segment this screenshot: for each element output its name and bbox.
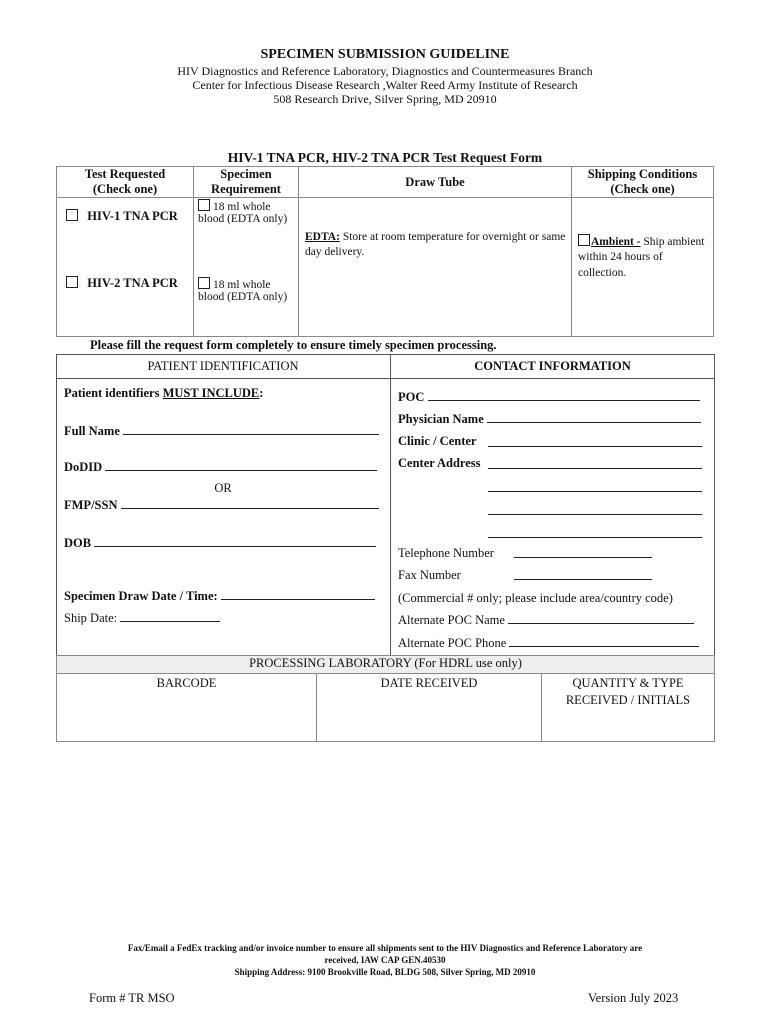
dodid-field[interactable] xyxy=(105,470,377,471)
poc-label: POC xyxy=(398,390,425,404)
poc-row xyxy=(398,390,700,405)
address-field-1[interactable] xyxy=(488,468,702,469)
quantity-label-a: QUANTITY & TYPE xyxy=(572,676,684,690)
page-title: SPECIMEN SUBMISSION GUIDELINE xyxy=(260,47,510,62)
patient-header: PATIENT IDENTIFICATION xyxy=(147,359,299,373)
ambient-label: Ambient - xyxy=(591,236,641,248)
ship-date-label: Ship Date: xyxy=(64,611,118,625)
clinic-label: Clinic / Center xyxy=(398,434,477,448)
version-text: Version July 2023 xyxy=(588,991,679,1005)
full-name-row xyxy=(64,424,379,439)
dodid-label: DoDID xyxy=(64,460,103,474)
specimen1-option[interactable] xyxy=(198,199,271,213)
specimen2-checkbox[interactable] xyxy=(198,277,210,289)
or-text: OR xyxy=(214,481,232,495)
identifiers-suffix: : xyxy=(259,386,264,400)
alt-poc-phone-field[interactable] xyxy=(509,646,699,647)
col-shipping-sub: (Check one) xyxy=(610,182,675,196)
full-name-label: Full Name xyxy=(64,424,120,438)
edta-text-a: Store at room temperature for overnight or same xyxy=(339,231,566,243)
hiv1-checkbox[interactable] xyxy=(66,209,78,221)
draw-date-label: Specimen Draw Date / Time: xyxy=(64,589,218,603)
identifiers-prefix: Patient identifiers xyxy=(64,386,163,400)
quantity-label-b: RECEIVED / INITIALS xyxy=(565,693,691,707)
hiv2-label: HIV-2 TNA PCR xyxy=(87,276,178,290)
barcode-label: BARCODE xyxy=(156,676,217,690)
notice-text: Please fill the request form completely to ensure timely specimen processing. xyxy=(90,338,497,352)
date-received-label: DATE RECEIVED xyxy=(380,676,478,690)
full-name-field[interactable] xyxy=(123,434,379,435)
col-specimen-sub: Requirement xyxy=(211,182,281,196)
footer-line-1: Fax/Email a FedEx tracking and/or invoice number to ensure all shipments sent to the HIV Diagnostics and Reference Laboratory are xyxy=(127,943,643,953)
alt-poc-name-label: Alternate POC Name xyxy=(398,613,505,627)
specimen1-line-a: 18 ml whole xyxy=(213,201,271,213)
specimen1-checkbox[interactable] xyxy=(198,199,210,211)
physician-field[interactable] xyxy=(487,422,701,423)
ambient-text-c: collection. xyxy=(578,267,627,279)
processing-header: PROCESSING LABORATORY (For HDRL use only) xyxy=(249,656,522,670)
alt-poc-name-row xyxy=(398,613,694,628)
request-form-title: HIV-1 TNA PCR, HIV-2 TNA PCR Test Request Form xyxy=(227,150,543,165)
draw-date-field[interactable] xyxy=(221,599,375,600)
alt-poc-phone-label: Alternate POC Phone xyxy=(398,636,507,650)
specimen2-line-a: 18 ml whole xyxy=(213,279,271,291)
address-label: Center Address xyxy=(398,456,481,470)
physician-row xyxy=(398,412,701,427)
header-line-3: 508 Research Drive, Silver Spring, MD 20910 xyxy=(273,92,497,106)
hiv1-label: HIV-1 TNA PCR xyxy=(87,209,178,223)
fmp-field[interactable] xyxy=(121,508,379,509)
ambient-text-b: within 24 hours of xyxy=(578,251,663,263)
hiv2-checkbox[interactable] xyxy=(66,276,78,288)
commercial-note: (Commercial # only; please include area/country code) xyxy=(398,591,673,605)
address-field-2[interactable] xyxy=(488,491,702,492)
col-test-requested: Test Requested xyxy=(84,167,166,181)
header-line-1: HIV Diagnostics and Reference Laboratory, Diagnostics and Countermeasures Branch xyxy=(177,64,593,78)
poc-field[interactable] xyxy=(428,400,700,401)
ambient-text-a: Ship ambient xyxy=(640,236,705,248)
ambient-option[interactable] xyxy=(578,234,704,248)
form-number: Form # TR MSO xyxy=(89,991,175,1005)
clinic-row xyxy=(398,434,476,449)
address-field-3[interactable] xyxy=(488,514,702,515)
specimen2-option[interactable] xyxy=(198,277,271,291)
identifiers-note xyxy=(64,386,263,401)
address-row xyxy=(398,456,481,471)
footer-line-3: Shipping Address: 9100 Brookville Road, BLDG 508, Silver Spring, MD 20910 xyxy=(234,967,536,977)
fmp-row xyxy=(64,498,379,513)
telephone-field[interactable] xyxy=(514,557,652,558)
address-field-4[interactable] xyxy=(488,537,702,538)
footer-line-2: received, IAW CAP GEN.40530 xyxy=(324,955,446,965)
edta-text-b: day delivery. xyxy=(305,246,365,258)
edta-label: EDTA: xyxy=(305,231,340,243)
fmp-label: FMP/SSN xyxy=(64,498,118,512)
draw-date-row xyxy=(64,589,375,604)
edta-instructions xyxy=(305,231,565,243)
fax-field[interactable] xyxy=(514,579,652,580)
test-hiv2-option[interactable] xyxy=(66,276,178,291)
physician-label: Physician Name xyxy=(398,412,484,426)
specimen2-line-b: blood (EDTA only) xyxy=(198,291,288,303)
specimen1-line-b: blood (EDTA only) xyxy=(198,213,288,225)
test-hiv1-option[interactable] xyxy=(66,209,178,224)
col-specimen: Specimen xyxy=(220,167,272,181)
alt-poc-name-field[interactable] xyxy=(508,623,694,624)
identifiers-must: MUST INCLUDE xyxy=(162,386,260,400)
header-line-2: Center for Infectious Disease Research ,Walter Reed Army Institute of Research xyxy=(192,78,578,92)
telephone-label: Telephone Number xyxy=(398,546,494,560)
col-draw-tube: Draw Tube xyxy=(405,175,465,189)
dob-field[interactable] xyxy=(94,546,376,547)
ship-date-row xyxy=(64,611,220,626)
col-test-requested-sub: (Check one) xyxy=(92,182,158,196)
contact-header: CONTACT INFORMATION xyxy=(474,359,631,373)
dodid-row xyxy=(64,460,377,475)
col-shipping: Shipping Conditions xyxy=(587,167,698,181)
fax-label: Fax Number xyxy=(398,568,461,582)
dob-label: DOB xyxy=(64,536,92,550)
ambient-checkbox[interactable] xyxy=(578,234,590,246)
alt-poc-phone-row xyxy=(398,636,699,651)
dob-row xyxy=(64,536,376,551)
clinic-field[interactable] xyxy=(488,446,702,447)
ship-date-field[interactable] xyxy=(120,621,220,622)
